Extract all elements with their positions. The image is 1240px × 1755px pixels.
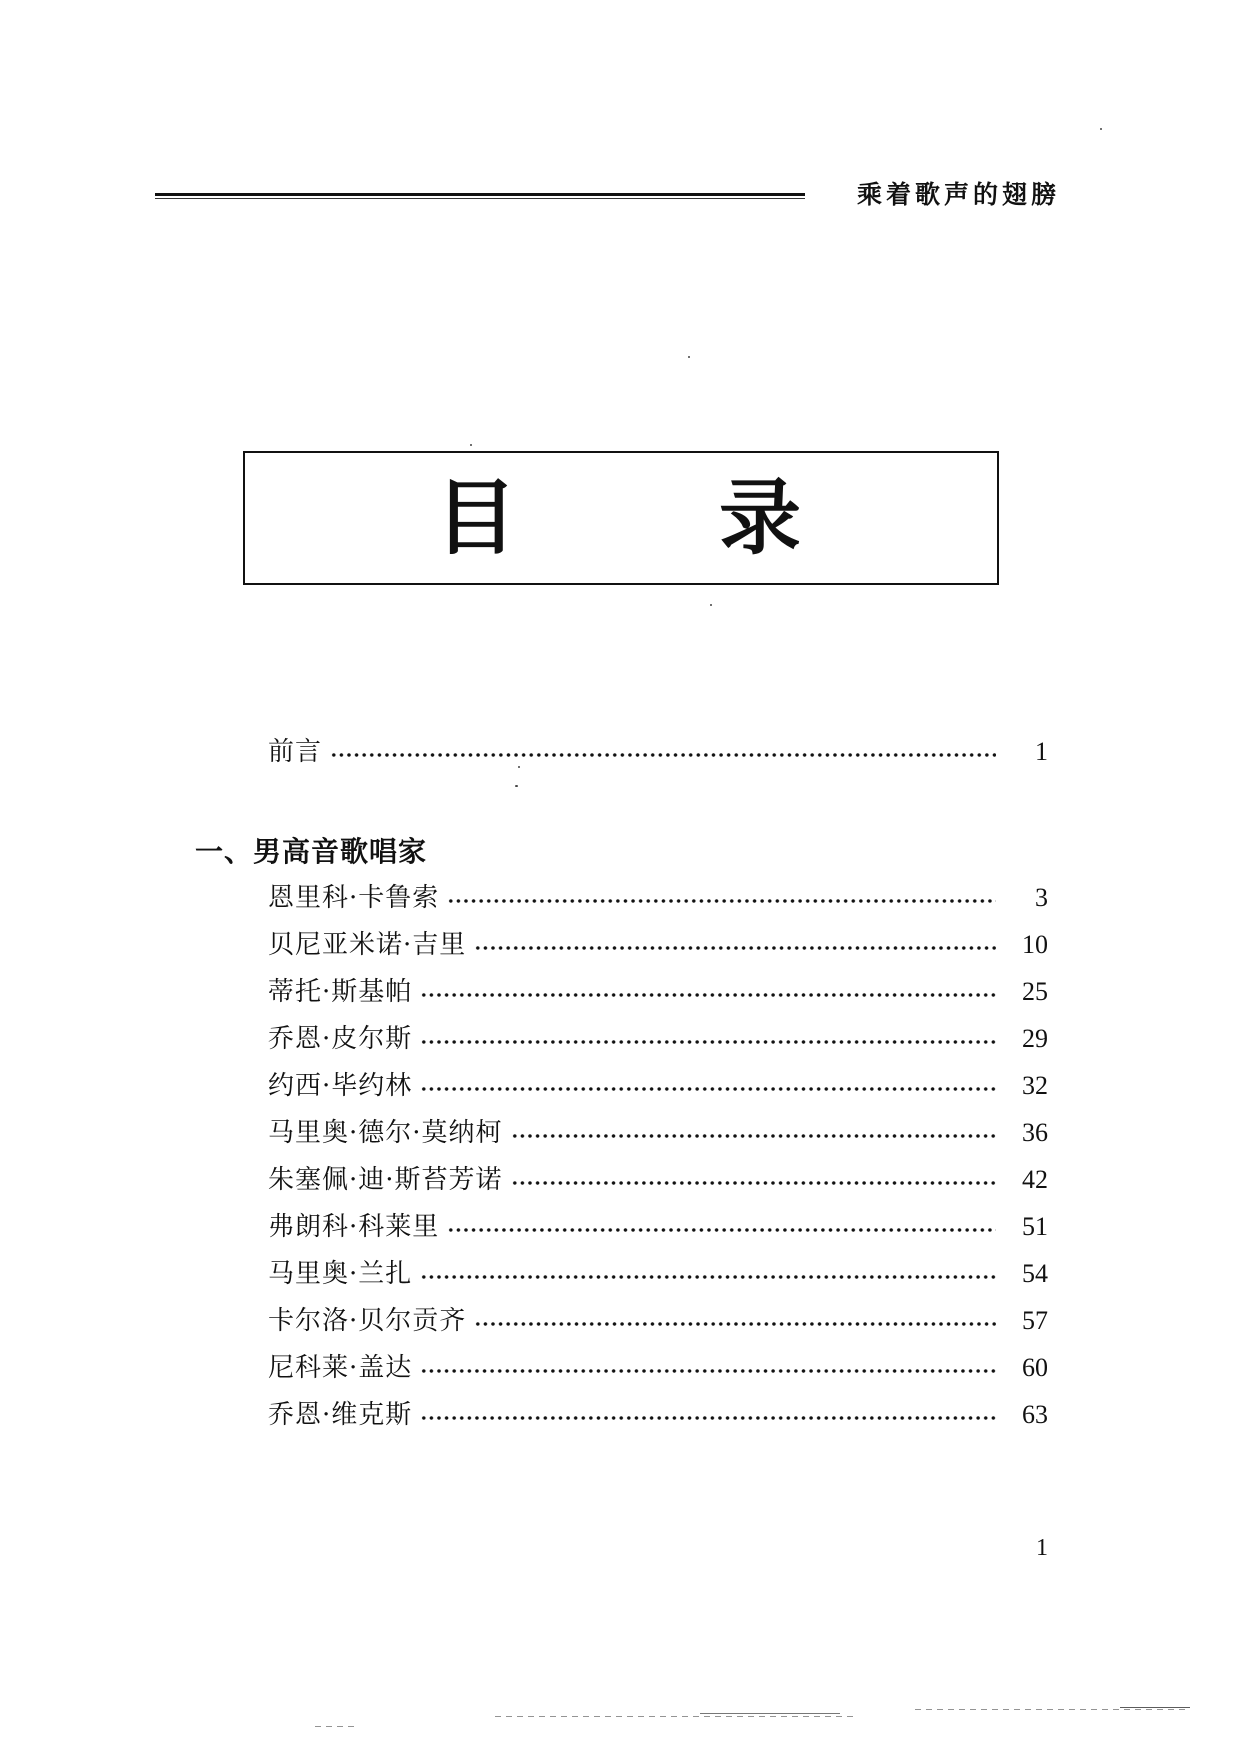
toc-entry-label: 马里奥·德尔·莫纳柯 [268,1118,503,1148]
toc-entry-page: 36 [1022,1118,1048,1147]
toc-entry[interactable] [268,1207,1048,1247]
toc-entry-label: 马里奥·兰扎 [268,1259,413,1289]
toc-entry[interactable] [268,1395,1048,1435]
toc-entry-label: 弗朗科·科莱里 [268,1212,440,1242]
toc-entry-label: 恩里科·卡鲁索 [268,883,440,913]
header-rule-divider [155,193,805,196]
toc-entry[interactable] [268,972,1048,1012]
scan-speck [518,766,520,768]
dot-leader [420,1416,996,1420]
toc-entry[interactable] [268,1301,1048,1341]
dot-leader [447,1228,996,1232]
toc-entry[interactable] [268,1160,1048,1200]
toc-entry-label: 贝尼亚米诺·吉里 [268,930,467,960]
dot-leader [511,1134,996,1138]
toc-entry-label: 卡尔洛·贝尔贡齐 [268,1306,467,1336]
toc-entry[interactable] [268,925,1048,965]
toc-entry[interactable] [268,1019,1048,1059]
toc-entry[interactable] [268,1254,1048,1294]
dot-leader [330,753,996,757]
toc-entry-page: 51 [1022,1212,1048,1241]
toc-entry-label: 前言 [268,737,323,767]
scan-speck [515,785,518,787]
toc-entry-page: 32 [1022,1071,1048,1100]
toc-entry-page: 57 [1022,1306,1048,1335]
contents-title-char-1: 目 [435,471,518,566]
dot-leader [420,993,996,997]
toc-entry-page: 60 [1022,1353,1048,1382]
scan-noise-line [1120,1707,1190,1708]
dot-leader [420,1275,996,1279]
toc-entry[interactable] [268,1113,1048,1153]
toc-entry-label: 乔恩·皮尔斯 [268,1024,413,1054]
toc-entry-preface[interactable] [268,732,1048,772]
toc-entry-page: 1 [1035,737,1048,766]
scan-noise-line [915,1709,1185,1710]
running-header [155,178,1060,212]
scan-speck [710,604,712,606]
dot-leader [420,1040,996,1044]
toc-entry-page: 63 [1022,1400,1048,1429]
scan-speck [688,356,690,358]
toc-entry-label: 蒂托·斯基帕 [268,977,413,1007]
toc-entry-label: 约西·毕约林 [268,1071,413,1101]
page-number: 1 [1036,1535,1048,1561]
dot-leader [474,1322,996,1326]
toc-entry-page: 54 [1022,1259,1048,1288]
dot-leader [474,946,996,950]
toc-entry-page: 3 [1035,883,1048,912]
scan-noise-line [700,1713,840,1714]
dot-leader [420,1087,996,1091]
toc-entry-page: 10 [1022,930,1048,959]
dot-leader [511,1181,996,1185]
contents-title-box [243,451,999,585]
toc-entry[interactable] [268,878,1048,918]
toc-entry-page: 25 [1022,977,1048,1006]
toc-entry-label: 尼科莱·盖达 [268,1353,413,1383]
toc-entry-label: 朱塞佩·迪·斯苔芳诺 [268,1165,503,1195]
book-title: 乘着歌声的翅膀 [856,180,1060,209]
toc-entry-page: 42 [1022,1165,1048,1194]
scan-speck [1100,128,1102,130]
scan-speck [470,444,472,446]
dot-leader [447,899,996,903]
scan-noise-line [495,1716,855,1717]
toc-entry[interactable] [268,1348,1048,1388]
scan-noise-line [315,1726,355,1727]
toc-entry-page: 29 [1022,1024,1048,1053]
toc-entry[interactable] [268,1066,1048,1106]
contents-title-char-2: 录 [719,471,802,566]
section-heading: 一、男高音歌唱家 [195,835,428,868]
toc-entry-label: 乔恩·维克斯 [268,1400,413,1430]
dot-leader [420,1369,996,1373]
